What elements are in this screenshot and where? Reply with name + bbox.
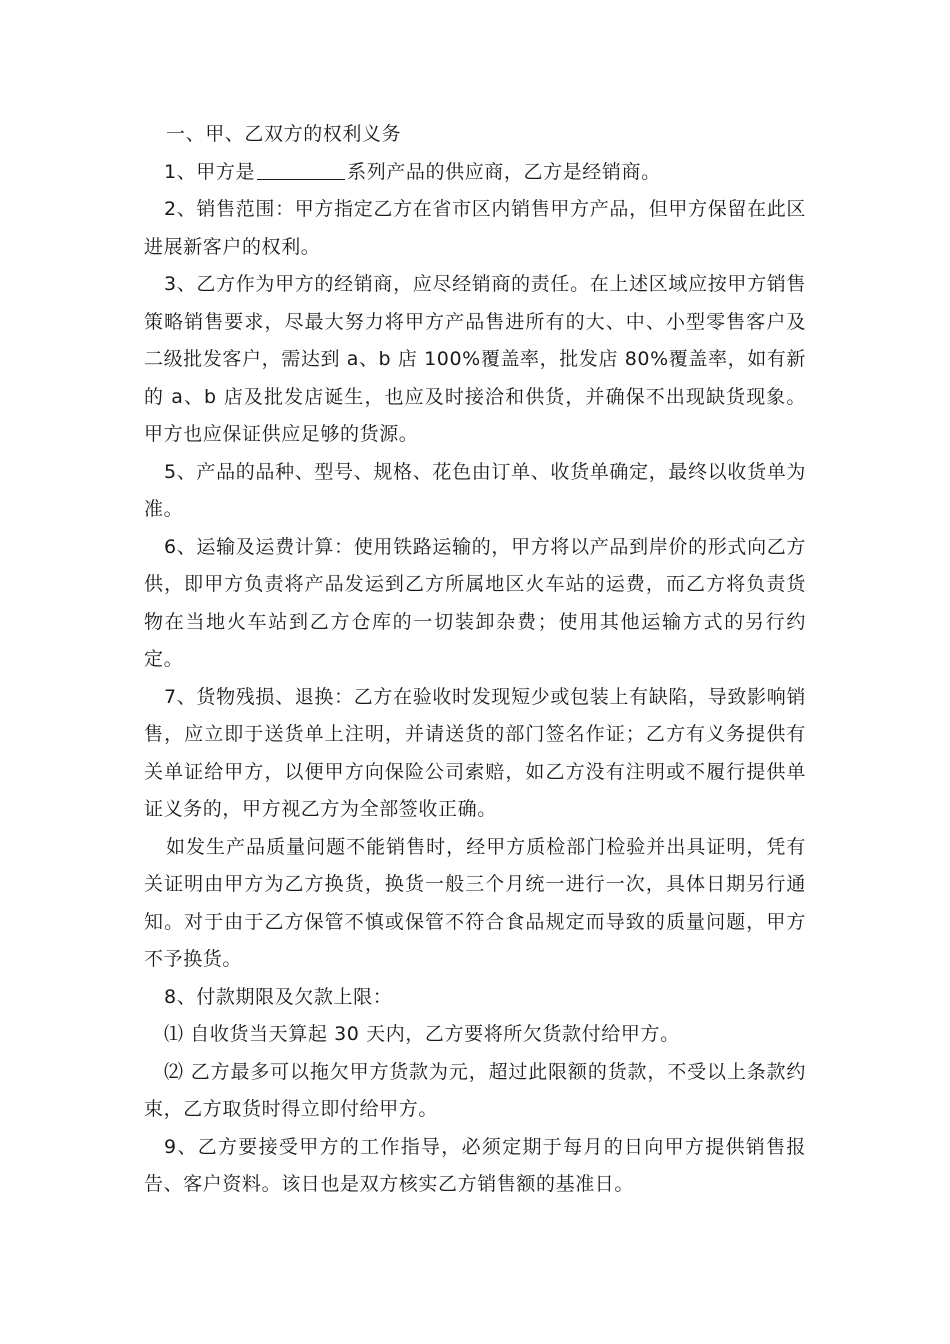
clause-6: 6、运输及运费计算：使用铁路运输的，甲方将以产品到岸价的形式向乙方供，即甲方负责将产品发运到乙方所属地区火车站的运费，而乙方将负责货物在当地火车站到乙方仓库的一切装卸杂费；使用其他运输方式的另行约定。 [144, 535, 806, 670]
contract-body [144, 116, 806, 1204]
clause-9: 9、乙方要接受甲方的工作指导，必须定期于每月的日向甲方提供销售报告、客户资料。该日也是双方核实乙方销售额的基准日。 [144, 1135, 806, 1195]
section-heading: 一、甲、乙双方的权利义务 [166, 123, 402, 145]
clause-1-prefix: 1、甲方是 [164, 160, 256, 183]
clause-1 [144, 154, 806, 192]
clause-8-sub-1: ⑴ 自收货当天算起 30 天内，乙方要将所欠货款付给甲方。 [164, 1023, 680, 1045]
clause-8-sub-2: ⑵ 乙方最多可以拖欠甲方货款为元，超过此限额的货款，不受以上条款约束，乙方取货时得立即付给甲方。 [144, 1060, 806, 1120]
clause-7: 7、货物残损、退换：乙方在验收时发现短少或包装上有缺陷，导致影响销售，应立即于送货单上注明，并请送货的部门签名作证；乙方有义务提供有关单证给甲方，以便甲方向保险公司索赔，如乙方没有注明或不履行提供单证义务的，甲方视乙方为全部签收正确。 [144, 685, 806, 820]
clause-5: 5、产品的品种、型号、规格、花色由订单、收货单确定，最终以收货单为准。 [144, 460, 806, 520]
fill-in-blank [257, 159, 345, 180]
clause-3: 3、乙方作为甲方的经销商，应尽经销商的责任。在上述区域应按甲方销售策略销售要求，尽最大努力将甲方产品售进所有的大、中、小型零售客户及二级批发客户，需达到 a、b 店 100%覆盖率，批发店 80%覆盖率，如有新的 a、b 店及批发店诞生，也应及时接洽和供货，并确保不出现缺货现象。甲方也应保证供应足够的货源。 [144, 273, 806, 445]
clause-8: 8、付款期限及欠款上限： [164, 985, 393, 1008]
clause-7-note: 如发生产品质量问题不能销售时，经甲方质检部门检验并出具证明，凭有关证明由甲方为乙方换货，换货一般三个月统一进行一次，具体日期另行通知。对于由于乙方保管不慎或保管不符合食品规定而导致的质量问题，甲方不予换货。 [144, 835, 806, 970]
clause-2: 2、销售范围：甲方指定乙方在省市区内销售甲方产品，但甲方保留在此区进展新客户的权利。 [144, 198, 806, 258]
clause-1-suffix: 系列产品的供应商，乙方是经销商。 [347, 160, 661, 183]
